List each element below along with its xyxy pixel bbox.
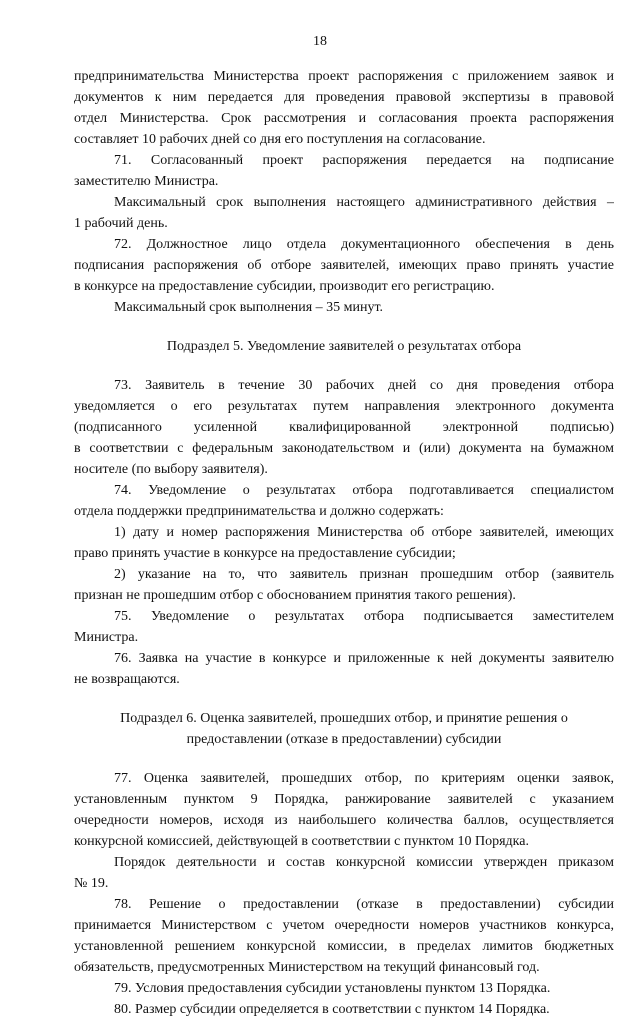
paragraph bbox=[74, 606, 614, 648]
paragraph bbox=[74, 297, 614, 318]
text-line: 78. Решение о предоставлении (отказе в предоставлении) субсидии bbox=[114, 897, 614, 912]
text-line: в конкурсе на предоставление субсидии, производит его регистрацию. bbox=[74, 279, 495, 294]
paragraph bbox=[74, 522, 614, 564]
text-line: 75. Уведомление о результатах отбора подписывается заместителем bbox=[114, 609, 614, 624]
text-line: конкурсной комиссией, действующей в соответствии с пунктом 10 Порядка. bbox=[74, 834, 529, 849]
paragraph bbox=[74, 480, 614, 522]
section-heading bbox=[74, 336, 614, 357]
paragraph bbox=[74, 192, 614, 234]
paragraph bbox=[74, 648, 614, 690]
text-line: 76. Заявка на участие в конкурсе и приложенные к ней документы заявителю bbox=[114, 651, 614, 666]
paragraph bbox=[74, 564, 614, 606]
text-line: Министра. bbox=[74, 630, 139, 645]
section-heading bbox=[74, 708, 614, 750]
text-line: обязательств, предусмотренных Министерством на текущий финансовый год. bbox=[74, 960, 540, 975]
text-line: установленной решением конкурсной комиссии, в пределах лимитов бюджетных bbox=[74, 939, 614, 954]
heading-line: предоставлении (отказе в предоставлении) субсидии bbox=[186, 732, 502, 747]
paragraph bbox=[74, 999, 614, 1020]
paragraph bbox=[74, 375, 614, 480]
document-body bbox=[74, 66, 614, 1020]
paragraph bbox=[74, 234, 614, 297]
text-line: 71. Согласованный проект распоряжения передается на подписание bbox=[114, 153, 614, 168]
text-line: подписания распоряжения об отборе заявителей, имеющих право принять участие bbox=[74, 258, 614, 273]
text-line: 80. Размер субсидии определяется в соответствии с пунктом 14 Порядка. bbox=[114, 1002, 550, 1017]
text-line: документов к ним передается для проведения правовой экспертизы в правовой bbox=[74, 90, 614, 105]
text-line: 77. Оценка заявителей, прошедших отбор, по критериям оценки заявок, bbox=[114, 771, 614, 786]
text-line: принимается Министерством с учетом очередности номеров участников конкурса, bbox=[74, 918, 614, 933]
text-line: 74. Уведомление о результатах отбора подготавливается специалистом bbox=[114, 483, 614, 498]
paragraph bbox=[74, 894, 614, 978]
text-line: Максимальный срок выполнения – 35 минут. bbox=[114, 300, 384, 315]
heading-line: Подраздел 5. Уведомление заявителей о результатах отбора bbox=[166, 339, 522, 354]
text-line: признан не прошедшим отбор с обоснованием принятия такого решения). bbox=[74, 588, 516, 603]
text-line: в соответствии с федеральным законодательством и (или) документа на бумажном bbox=[74, 441, 614, 456]
text-line: № 19. bbox=[74, 876, 109, 891]
text-line: отдел Министерства. Срок рассмотрения и согласования проекта распоряжения bbox=[74, 111, 614, 126]
text-line: установленным пунктом 9 Порядка, ранжирование заявителей с указанием bbox=[74, 792, 614, 807]
page-number: 18 bbox=[313, 34, 327, 49]
text-line: уведомляется о его результатах путем направления электронного документа bbox=[74, 399, 614, 414]
text-line: составляет 10 рабочих дней со дня его поступления на согласование. bbox=[74, 132, 486, 147]
paragraph bbox=[74, 768, 614, 852]
text-line: Порядок деятельности и состав конкурсной комиссии утвержден приказом bbox=[114, 855, 614, 870]
paragraph bbox=[74, 66, 614, 150]
text-line: заместителю Министра. bbox=[74, 174, 219, 189]
text-line: 79. Условия предоставления субсидии установлены пунктом 13 Порядка. bbox=[114, 981, 551, 996]
paragraph bbox=[74, 852, 614, 894]
text-line: не возвращаются. bbox=[74, 672, 180, 687]
text-line: 72. Должностное лицо отдела документационного обеспечения в день bbox=[114, 237, 614, 252]
text-line: 1 рабочий день. bbox=[74, 216, 168, 231]
text-line: право принять участие в конкурсе на предоставление субсидии; bbox=[74, 546, 456, 561]
text-line: носителе (по выбору заявителя). bbox=[74, 462, 268, 477]
text-line: очередности номеров, исходя из наибольшего количества баллов, осуществляется bbox=[74, 813, 614, 828]
text-line: Максимальный срок выполнения настоящего административного действия – bbox=[114, 195, 614, 210]
heading-line: Подраздел 6. Оценка заявителей, прошедших отбор, и принятие решения о bbox=[120, 711, 568, 726]
text-line: 2) указание на то, что заявитель признан прошедшим отбор (заявитель bbox=[114, 567, 614, 582]
text-line: предпринимательства Министерства проект распоряжения с приложением заявок и bbox=[74, 69, 614, 84]
text-line: 1) дату и номер распоряжения Министерства об отборе заявителей, имеющих bbox=[114, 525, 614, 540]
text-line: (подписанного усиленной квалифицированной электронной подписью) bbox=[74, 420, 614, 435]
text-line: отдела поддержки предпринимательства и должно содержать: bbox=[74, 504, 444, 519]
paragraph bbox=[74, 150, 614, 192]
paragraph bbox=[74, 978, 614, 999]
text-line: 73. Заявитель в течение 30 рабочих дней со дня проведения отбора bbox=[114, 378, 614, 393]
